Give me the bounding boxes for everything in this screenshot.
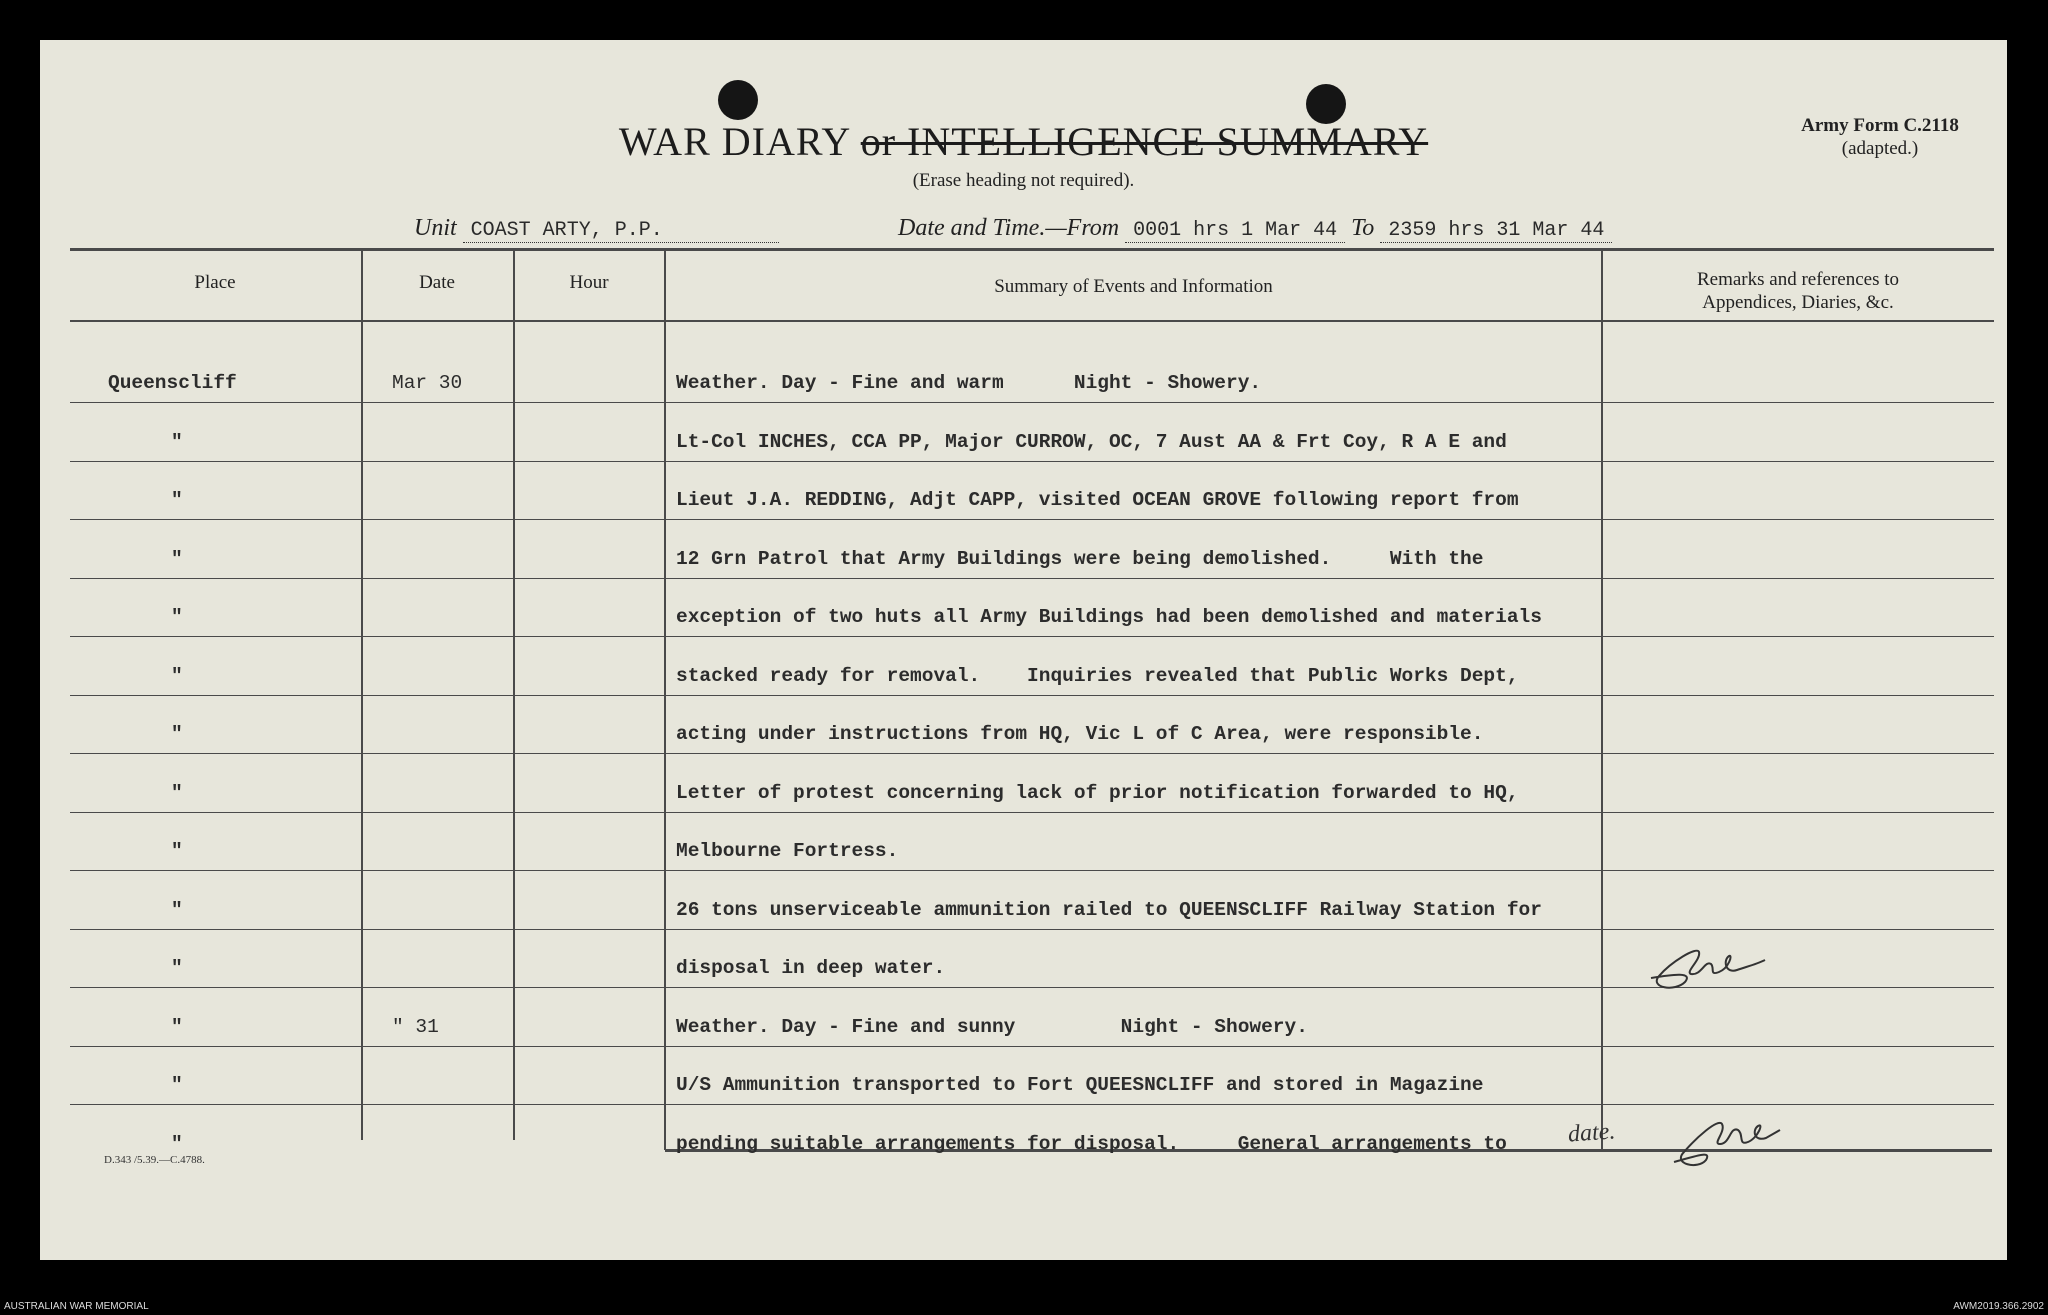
row-rule (70, 1046, 1994, 1047)
army-form-note: (adapted.) (1841, 138, 1919, 159)
row-place: " (171, 489, 183, 511)
column-header-summary: Summary of Events and Information (994, 276, 1273, 297)
punch-hole-left (718, 80, 758, 120)
column-header-date: Date (419, 272, 455, 293)
title-struck: or INTELLIGENCE SUMMARY (860, 119, 1429, 164)
row-place: " (171, 1015, 183, 1038)
header-bottom-rule (70, 320, 1994, 322)
column-header-hour: Hour (569, 272, 609, 293)
row-summary: Lieut J.A. REDDING, Adjt CAPP, visited OCEAN GROVE following report from (676, 489, 1519, 511)
row-rule (70, 812, 1994, 813)
row-rule (70, 929, 1994, 930)
row-summary: pending suitable arrangements for disposal. General arrangements to (676, 1132, 1507, 1155)
row-rule (70, 1104, 1994, 1105)
row-place: " (171, 1074, 183, 1096)
row-place: " (171, 957, 183, 979)
row-rule (70, 461, 1994, 462)
row-rule (70, 753, 1994, 754)
row-place: Queenscliff (108, 372, 237, 394)
to-label: To (1351, 215, 1375, 241)
row-rule (70, 695, 1994, 696)
row-summary: U/S Ammunition transported to Fort QUEESNCLIFF and stored in Magazine (676, 1074, 1484, 1096)
row-rule (70, 578, 1994, 579)
initials-signature-1 (1645, 938, 1805, 998)
row-summary: Lt-Col INCHES, CCA PP, Major CURROW, OC, 7 Aust AA & Frt Coy, R A E and (676, 430, 1507, 453)
army-form-number: Army Form C.2118 (1801, 115, 1959, 136)
row-summary: disposal in deep water. (676, 957, 946, 979)
row-place: " (171, 664, 183, 687)
column-header-place: Place (194, 272, 236, 293)
footer-right: AWM2019.366.2902 (1953, 1301, 2044, 1312)
unit-line (414, 215, 779, 243)
to-value: 2359 hrs 31 Mar 44 (1380, 219, 1612, 243)
row-rule (70, 402, 1994, 403)
erase-note: (Erase heading not required). (912, 170, 1135, 191)
row-summary: exception of two huts all Army Buildings had been demolished and materials (676, 606, 1542, 628)
title-main: WAR DIARY (618, 119, 850, 164)
row-date: " 31 (392, 1015, 439, 1038)
form-number: D.343 /5.39.—C.4788. (104, 1154, 205, 1166)
unit-value: COAST ARTY, P.P. (463, 219, 779, 243)
date-time-label: Date and Time.—From (898, 215, 1120, 241)
row-summary: Letter of protest concerning lack of prior notification forwarded to HQ, (676, 781, 1519, 804)
army-form-label (1765, 114, 1995, 160)
diary-page (40, 40, 2007, 1260)
remarks-header-line1: Remarks and references to (1696, 269, 1900, 290)
row-place: " (171, 781, 183, 804)
row-rule (70, 870, 1994, 871)
row-summary: stacked ready for removal. Inquiries revealed that Public Works Dept, (676, 664, 1519, 687)
row-place: " (171, 723, 183, 745)
row-rule (70, 636, 1994, 637)
page-title (40, 118, 2007, 165)
remarks-header-line2: Appendices, Diaries, &c. (1702, 292, 1894, 313)
footer-left: AUSTRALIAN WAR MEMORIAL (4, 1301, 149, 1312)
row-date: Mar 30 (392, 372, 463, 394)
column-divider-summary (1601, 250, 1603, 1150)
row-rule (70, 519, 1994, 520)
row-place: " (171, 547, 183, 570)
row-summary: 26 tons unserviceable ammunition railed to QUEENSCLIFF Railway Station for (676, 898, 1542, 921)
row-summary: Weather. Day - Fine and sunny Night - Showery. (676, 1015, 1308, 1038)
row-place: " (171, 840, 183, 862)
row-summary: 12 Grn Patrol that Army Buildings were being demolished. With the (676, 547, 1484, 570)
column-header-remarks (1603, 268, 1993, 314)
row-summary: acting under instructions from HQ, Vic L of C Area, were responsible. (676, 723, 1484, 745)
date-time-line (898, 215, 1612, 243)
handwritten-date: date. (1567, 1118, 1617, 1148)
row-summary: Melbourne Fortress. (676, 840, 899, 862)
unit-label: Unit (414, 215, 457, 241)
row-place: " (171, 430, 183, 453)
initials-signature-2 (1668, 1112, 1808, 1172)
row-place: " (171, 1132, 183, 1155)
row-place: " (171, 606, 183, 628)
row-summary: Weather. Day - Fine and warm Night - Showery. (676, 372, 1262, 394)
column-divider-hour (664, 250, 666, 1150)
table-top-rule (70, 248, 1994, 251)
row-place: " (171, 898, 183, 921)
from-value: 0001 hrs 1 Mar 44 (1125, 219, 1345, 243)
